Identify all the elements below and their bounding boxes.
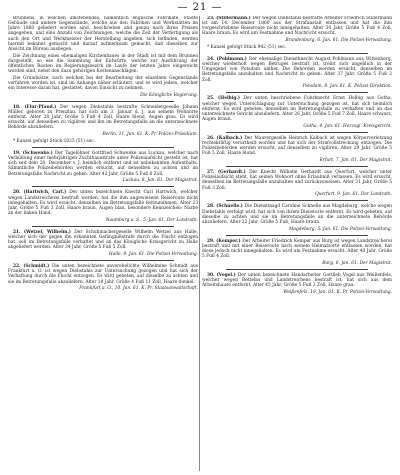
section-rule	[32, 260, 174, 261]
notice-signature	[202, 227, 392, 232]
notice-text: Die Zeichnung eines ehemaligen Kirchenbaues in der Stadt ist mit dem Brunnen dargestellt, so wie die Sammlung der Entwürfe, welche zur Ausführung der öffentlichen Bauten im Regierungsbezirk im Laufe der letzten Jahre eingereicht worden sind, nebst den dazu gehörigen Kostenanschlägen.	[8, 53, 198, 75]
notice-text: Der Schuhmachergeselle Wilhelm Wetzel aus Halle, welcher sich der gegen ihn erkannten Gefängnißstrafe durch die Flucht entzogen hat, soll im Betretungsfalle verhaftet und an das Königliche Kreisgericht zu Halle abgeliefert werden. Alter 34 Jahr, Größe 5 Fuß 5 Zoll.	[8, 229, 198, 251]
notice-text: Frankfurt a. O., 10. Jan. 61. K. Pr. Staatsanwaltschaft.	[79, 286, 198, 292]
section-rule	[226, 92, 368, 93]
notice-heading: 19. (Schwenke.)	[13, 150, 55, 156]
section-rule	[226, 132, 368, 133]
notice-signature	[202, 38, 392, 43]
notice-text: Potsdam, 8. Jan. 61. K. Polizei-Direktion.	[302, 84, 392, 90]
notice-text: Die Königliche Regierung.	[140, 92, 198, 98]
section-rule	[32, 186, 174, 187]
notice-heading: 28. (Schnelle.)	[207, 204, 245, 210]
notice-paragraph	[202, 170, 392, 191]
notice-signature	[8, 218, 198, 223]
section-rule	[32, 101, 174, 102]
notice-paragraph	[8, 139, 198, 144]
notice-heading: 20. (Hartwich, Carl.)	[13, 190, 70, 196]
notice-heading: 18. (Flur-Pfand.)	[13, 104, 61, 110]
left-column	[8, 16, 198, 475]
notice-text: Der wegen Diebstahls bestrafte Schneidergeselle Johann Müller, geboren zu Prenzlau, hat sich am 3. Januar d. J. aus seinem Wohnorte entfernt. Alter 28 Jahr, Größe 5 Fuß 4 Zoll, Haare blond, Augen grau. Es wird ersucht, auf denselben zu vigiliren und ihn im Betretungsfalle an die unterzeichnete Behörde abzuliefern.	[8, 104, 198, 131]
notice-text: Der ehemalige Dienstknecht August Pohlmann aus Wittenberg, welcher wiederholt wegen Betruges bestraft ist, treibt sich angeblich in der Umgegend von Potsdam umher. Die Behörden werden ersucht, denselben im Betretungsfalle anzuhalten und Nachricht zu geben. Alter 37 Jahr, Größe 5 Fuß 2 Zoll.	[202, 56, 392, 83]
notice-text: Luckau, 8. Jan. 61. Der Magistrat.	[122, 178, 198, 184]
notice-text: Brandenburg, 6. Jan. 61. Die Polizei-Verwaltung.	[285, 38, 392, 44]
notice-text: Die Dienstmagd Caroline Schnelle aus Magdeburg, welche wegen Diebstahls verfolgt wird, hat sich von ihrem Dienstorte entfernt. Es wird gebeten, auf dieselbe zu achten und sie im Betretungsfalle an die unterzeichnete Behörde abzuliefern. Alter 22 Jahr, Größe 5 Fuß, Haare braun.	[202, 204, 392, 225]
notice-paragraph	[202, 96, 392, 122]
notice-paragraph	[202, 57, 392, 83]
notice-text: Der Knecht Wilhelm Gerhardt aus Querfurt, welcher unter Polizeiaufsicht steht, hat seinen Wohnort ohne Erlaubniß verlassen. Es wird ersucht, denselben im Betretungsfalle anzuhalten und zurückzuweisen. Alter 31 Jahr, Größe 5 Fuß 3 Zoll.	[202, 170, 392, 191]
notice-signature	[8, 252, 198, 257]
columns	[8, 16, 392, 475]
notice-heading: 27. (Gerhardt.)	[207, 170, 250, 176]
notice-signature	[202, 192, 392, 197]
notice-text: Weißenfels, 10. Jan. 61. K. Pr. Polizei-Verwaltung.	[283, 289, 392, 295]
section-rule	[226, 200, 368, 201]
notice-text: Querfurt, 9. Jan. 61. Der Landrath.	[315, 192, 392, 198]
notice-text: Der unten beschriebene Fuhrknecht Ernst Helbig aus Gotha, welcher wegen Unterschlagung zur Untersuchung gezogen ist, hat sich heimlich entfernt. Es wird gebeten, denselben im Betretungsfalle zu verhaften und an das unterzeichnete Gericht abzuliefern. Alter 26 Jahr, Größe 5 Fuß 7 Zoll, Haare schwarz, Augen braun.	[202, 96, 392, 122]
notice-signature	[8, 286, 198, 291]
notice-heading: 23. (Stillermann.)	[207, 16, 253, 21]
section-rule	[226, 166, 368, 167]
notice-text: * Kanzel gefolgt Stück 942 (51) sec.	[207, 44, 287, 50]
notice-paragraph	[202, 136, 392, 157]
notice-paragraph	[202, 273, 392, 288]
notice-text: Der Tagelöhner Gottfried Schwenke aus Luckau, welcher nach Verbüßung einer mehrjährigen Zuchthausstrafe unter Polizeiaufsicht gestellt ist, hat sich seit dem 20. December v. J. heimlich entfernt und ist unbekannten Aufenthalts. Sämmtliche Polizeibehörden werden ersucht, auf denselben zu achten und im Betretungsfalle Nachricht zu geben. Alter 42 Jahr, Größe 5 Fuß 6 Zoll.	[8, 150, 198, 177]
section-rule	[226, 53, 368, 54]
notice-text: Halle, 9. Jan. 61. Die Polizei-Verwaltung.	[108, 251, 198, 257]
right-column	[202, 16, 392, 475]
notice-text: Der Arbeiter Friedrich Kemper aus Burg ist wegen Landstreicherei bestraft und mit einer Reiseroute nach seinem Heimatsorte entlassen worden, hat diese jedoch nicht innegehalten. Es wird um Festnahme ersucht. Alter 40 Jahr, Größe 5 Fuß 4 Zoll.	[202, 238, 392, 260]
notice-text: Der Maurergeselle Heinrich Kalbach ist wegen Körperverletzung rechtskräftig verurtheilt worden und hat sich der Strafvollstreckung entzogen. Die Polizeibehörden werden ersucht, auf denselben zu vigiliren. Alter 29 Jahr, Größe 5 Fuß 5 Zoll, Haare blond.	[202, 135, 392, 157]
notice-text: Gotha, 4. Jan. 61. Herzogl. Kreisgericht.	[303, 123, 392, 129]
notice-paragraph	[8, 264, 198, 285]
notice-text: Die Grundsätze, nach welchen bei der Bearbeitung der einzelnen Gegenstände verfahren worden ist, sind im Anhange näher erläutert, und es wird jedem, welcher ein Interesse daran hat, gestattet, davon Einsicht zu nehmen.	[8, 75, 198, 92]
notice-text: Naumburg a. S., 5. Jan. 61. Der Landrath.	[105, 217, 198, 223]
section-rule	[32, 147, 174, 148]
notice-paragraph	[8, 190, 198, 216]
notice-text: Burg, 6. Jan. 61. Der Magistrat.	[322, 260, 392, 266]
notice-heading: 30. (Vogel.)	[207, 272, 238, 278]
notice-heading: 29. (Kemper.)	[207, 238, 243, 244]
section-rule	[32, 226, 174, 227]
notice-heading: 24. (Pohlmann.)	[207, 56, 249, 62]
notice-paragraph	[202, 204, 392, 225]
section-rule	[226, 235, 368, 236]
notice-text: Brunnens, in welchen umstehendes, namentlich englische Fabrikate, Städte Gebäude und andere Gegenstände, welche aus den Fabriken und Werkstätten im Jahre 1860 geliefert worden sind, beschrieben und genau nach ihren Preisen angegeben, und eine Anzahl von Zeichnungen, welche die Zeit der Verfertigung als auch den Ort und Werkmeister der Herstellung angeben, sich befinden, werden hiermit bekannt gemacht und darauf aufmerksam gemacht, daß dieselben zur Ansicht im Büreau ausliegen.	[8, 16, 198, 52]
notice-paragraph	[202, 239, 392, 260]
notice-paragraph	[8, 16, 198, 52]
notice-paragraph	[8, 105, 198, 131]
notice-heading: 21. (Wetzel, Wilhelm.)	[13, 229, 75, 235]
page-number: — 21 —	[177, 2, 223, 13]
notice-signature	[8, 178, 198, 183]
notice-text: Berlin, 11. Jan. 61. K. Pr. Polizei-Präsidium.	[102, 132, 198, 138]
notice-heading: 22. (Schmidt.)	[13, 264, 52, 270]
notice-signature	[202, 124, 392, 129]
notice-heading: 25. (Helbig.)	[207, 96, 244, 102]
notice-signature	[202, 158, 392, 163]
section-rule	[226, 269, 368, 270]
notice-signature	[8, 93, 198, 98]
notice-signature	[202, 84, 392, 89]
notice-paragraph	[8, 151, 198, 177]
notice-text: Magdeburg, 5. Jan. 61. Die Polizei-Verwaltung.	[288, 226, 392, 232]
notice-text: Der unten bezeichnete Handarbeiter Gottlieb Vogel aus Weißenfels, welcher wegen Bettelns und Landstreichens bestraft ist, hat sich aus dem Arbeitshause entfernt. Alter 45 Jahr, Größe 5 Fuß 2 Zoll, Haare grau.	[202, 272, 392, 289]
notice-paragraph	[8, 54, 198, 75]
notice-text: Der unten bezeichnete Knecht Carl Hartwich, welcher wegen Landstreicherei bestraft worden, hat die ihm angewiesene Reiseroute nicht innegehalten. Es wird ersucht, denselben im Betretungsfalle festzunehmen. Alter 23 Jahr, Größe 5 Fuß 3 Zoll, Haare braun, Augen blau, besondere Kennzeichen: Narbe an der linken Hand.	[8, 190, 198, 216]
notice-paragraph	[8, 76, 198, 91]
notice-text: Der wegen Diebstahls bestrafte Arbeiter Friedrich Stillermann ist am 14. December 1860 aus der Strafanstalt entlassen und hat die ihm vorgeschriebene Reiseroute nicht innegehalten. Alter 30 Jahr, Größe 5 Fuß 4 Zoll, Haare braun. Es wird um Festnahme und Nachricht ersucht.	[202, 16, 392, 37]
notice-signature	[8, 132, 198, 137]
notice-paragraph	[202, 45, 392, 50]
notice-heading: 26. (Kalbach.)	[207, 135, 245, 141]
notice-paragraph	[8, 230, 198, 251]
notice-text: Die unten bezeichnete unverehelichte Wilhelmine Schmidt aus Frankfurt a. O. ist wegen Diebstahls zur Untersuchung gezogen und hat sich der Verhaftung durch die Flucht entzogen. Es wird gebeten, auf dieselbe zu achten und sie im Betretungsfalle abzuliefern. Alter 19 Jahr, Größe 4 Fuß 11 Zoll, Haare dunkel.	[8, 264, 198, 285]
notice-text: * Kanzel gefolgt Stück 1025 (51) sec.	[13, 138, 95, 144]
notice-paragraph	[202, 16, 392, 37]
notice-signature	[202, 290, 392, 295]
notice-signature	[202, 261, 392, 266]
notice-text: Erfurt, 7. Jan. 61. Der Magistrat.	[319, 157, 392, 163]
